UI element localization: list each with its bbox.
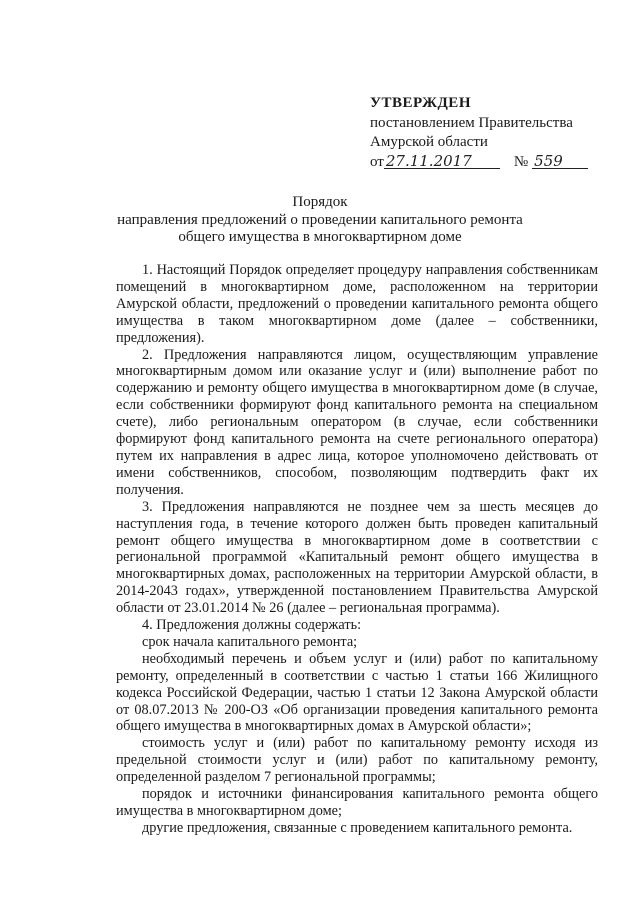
paragraph-4: 4. Предложения должны содержать: (142, 617, 362, 634)
document-title: Порядок (292, 194, 348, 210)
approval-line-2: Амурской области (370, 134, 488, 150)
document-subtitle-line-1: направления предложений о проведении капитального ремонта (117, 212, 523, 228)
handwritten-date: 27.11.2017 (384, 154, 500, 169)
list-item-works-list: необходимый перечень и объем услуг и (или) работ по капитальному ремонту, определенный в соответствии с частью 1 статьи 166 Жилищного кодекса Российской Федерации, частью 1 статьи 12 Закона Амурской области от 08.07.2013 № 200-ОЗ «Об организации проведения капитального ремонта общего имущества в многоквартирных домах в Амурской области»; (116, 650, 598, 735)
approval-line-1: постановлением Правительства (370, 114, 573, 131)
paragraph-1: 1. Настоящий Порядок определяет процедуру направления собственникам помещений в многоквартирном доме, расположенном на территории Амурской области, предложений о проведении капитального ремонта общего имущества в таком многоквартирном доме (далее – собственники, предложения). (116, 262, 598, 346)
approval-date-line (370, 153, 610, 173)
document-subtitle-line-2: общего имущества в многоквартирном доме (178, 229, 462, 245)
handwritten-number: 559 (532, 154, 588, 169)
document-body (116, 262, 598, 837)
approval-block (370, 94, 610, 172)
approval-heading: УТВЕРЖДЕН (370, 95, 471, 111)
number-label: № (513, 153, 529, 170)
list-item-other: другие предложения, связанные с проведением капитального ремонта. (142, 819, 573, 836)
paragraph-3: 3. Предложения направляются не позднее чем за шесть месяцев до наступления года, в течение которого должен быть проведен капитальный ремонт общего имущества в многоквартирном доме в соответствии с региональной программой «Капитальный ремонт общего имущества в многоквартирных домах, расположенных на территории Амурской области, в 2014-2043 годах», утвержденной постановлением Правительства Амурской области от 23.01.2014 № 26 (далее – региональная программа). (116, 498, 598, 617)
list-item-cost: стоимость услуг и (или) работ по капитальному ремонту исходя из предельной стоимости услуг и (или) работ по капитальному ремонту, определенной разделом 7 региональной программы; (116, 735, 598, 786)
date-prefix: от (370, 153, 384, 170)
list-item-financing: порядок и источники финансирования капитального ремонта общего имущества в многоквартирном доме; (116, 786, 598, 819)
list-item-start-date: срок начала капитального ремонта; (142, 633, 358, 650)
paragraph-2: 2. Предложения направляются лицом, осуществляющим управление многоквартирным домом или оказание услуг и (или) выполнение работ по содержанию и ремонту общего имущества в многоквартирном доме (в случае, если собственники формируют фонд капитального ремонта на специальном счете), либо региональным оператором (в случае, если собственники формируют фонд капитального ремонта на счете регионального оператора) путем их направления в адрес лица, которое уполномочено действовать от имени собственников, способом, позволяющим подтвердить факт их получения. (116, 346, 598, 498)
